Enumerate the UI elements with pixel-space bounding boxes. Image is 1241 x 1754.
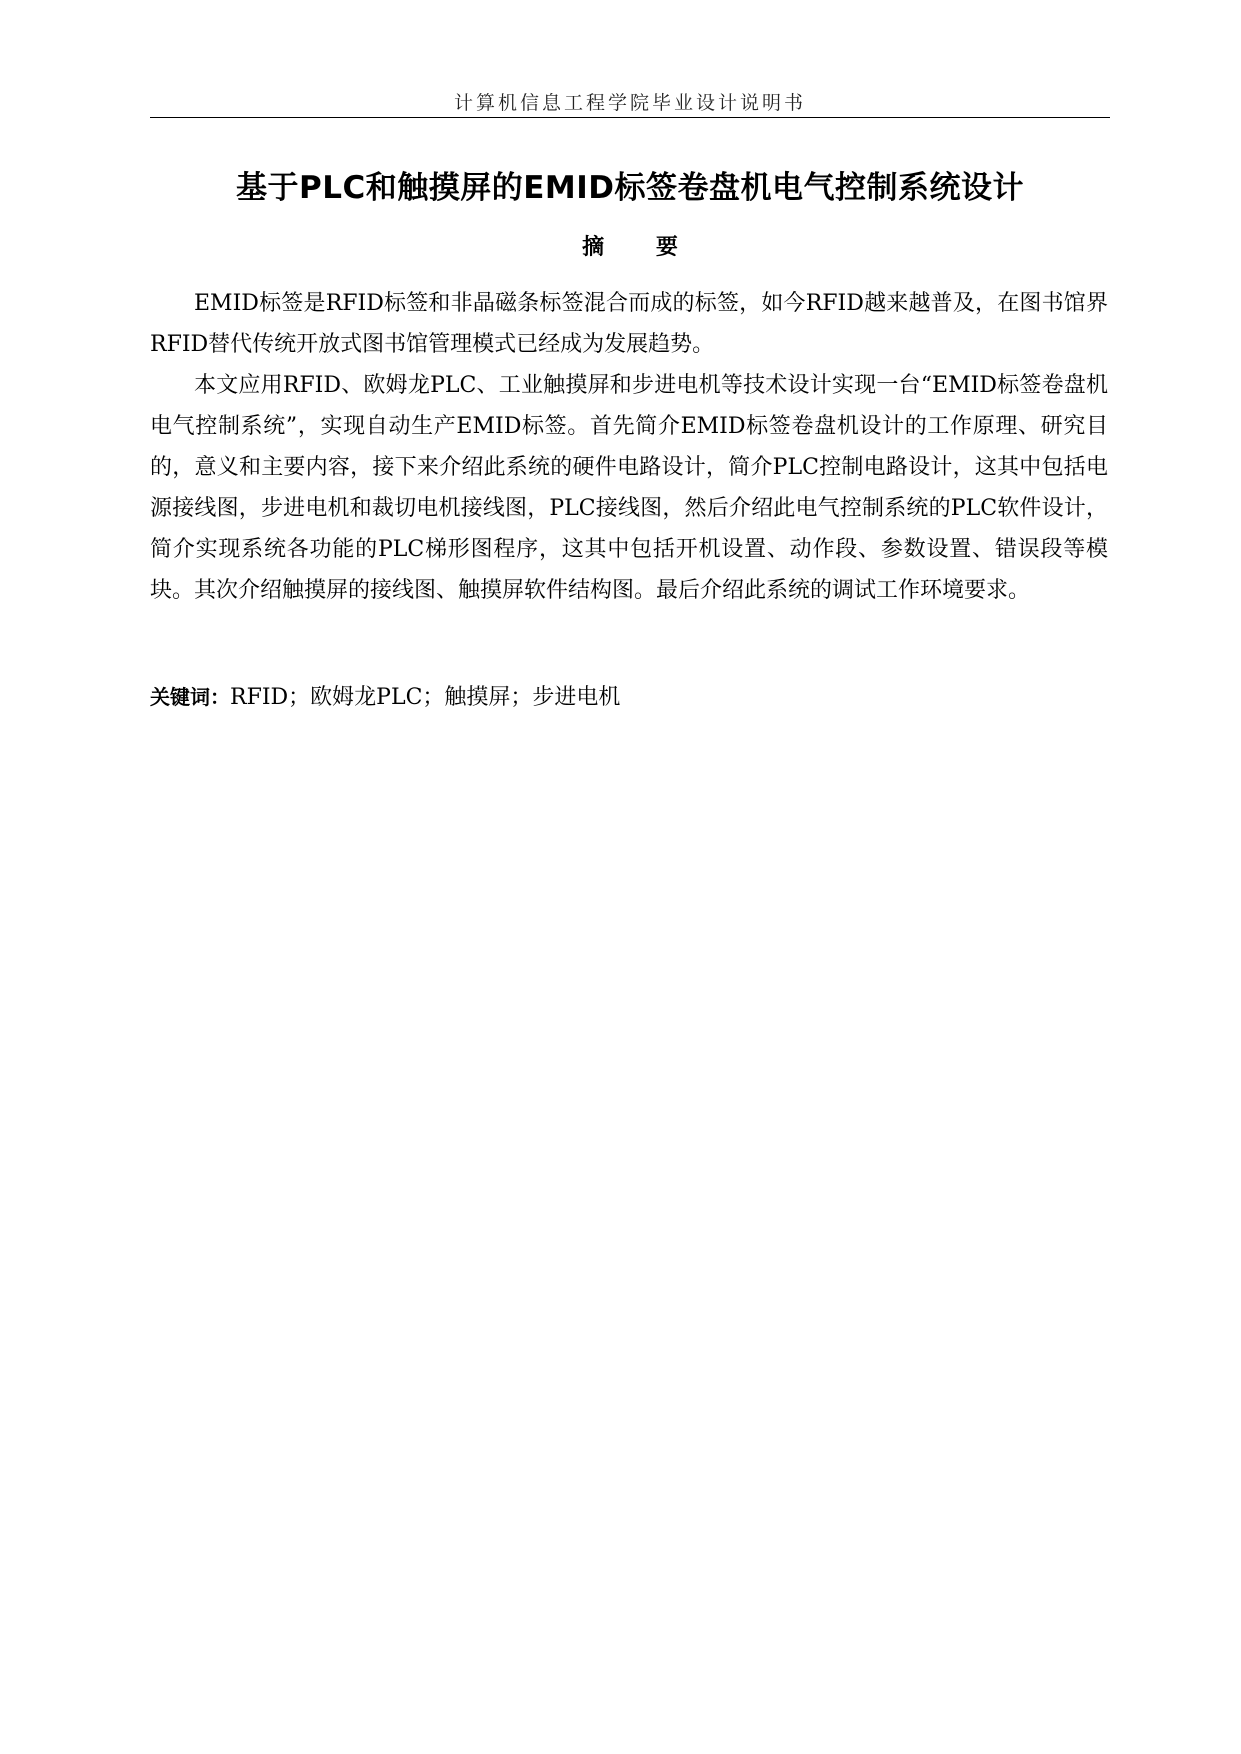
abstract-paragraph-2: 本文应用RFID、欧姆龙PLC、工业触摸屏和步进电机等技术设计实现一台“EMID标签卷盘机电气控制系统”，实现自动生产EMID标签。首先简介EMID标签卷盘机设计的工作原理、研究目的，意义和主要内容，接下来介绍此系统的硬件电路设计，简介PLC控制电路设计，这其中包括电源接线图，步进电机和裁切电机接线图，PLC接线图，然后介绍此电气控制系统的PLC软件设计，简介实现系统各功能的PLC梯形图程序，这其中包括开机设置、动作段、参数设置、错误段等模块。其次介绍触摸屏的接线图、触摸屏软件结构图。最后介绍此系统的调试工作环境要求。 — [150, 373, 1108, 603]
abstract-heading: 摘 要 — [582, 235, 700, 260]
document-title: 基于PLC和触摸屏的EMID标签卷盘机电气控制系统设计 — [235, 170, 1024, 206]
abstract-body — [150, 283, 1108, 611]
keywords-label: 关键词： — [150, 685, 230, 709]
abstract-paragraph-1: EMID标签是RFID标签和非晶磁条标签混合而成的标签，如今RFID越来越普及，在图书馆界RFID替代传统开放式图书馆管理模式已经成为发展趋势。 — [150, 291, 1108, 357]
keywords-line — [150, 682, 1108, 713]
header-divider — [150, 117, 1110, 118]
keywords-value: RFID；欧姆龙PLC；触摸屏；步进电机 — [230, 685, 621, 710]
running-header: 计算机信息工程学院毕业设计说明书 — [453, 92, 806, 114]
